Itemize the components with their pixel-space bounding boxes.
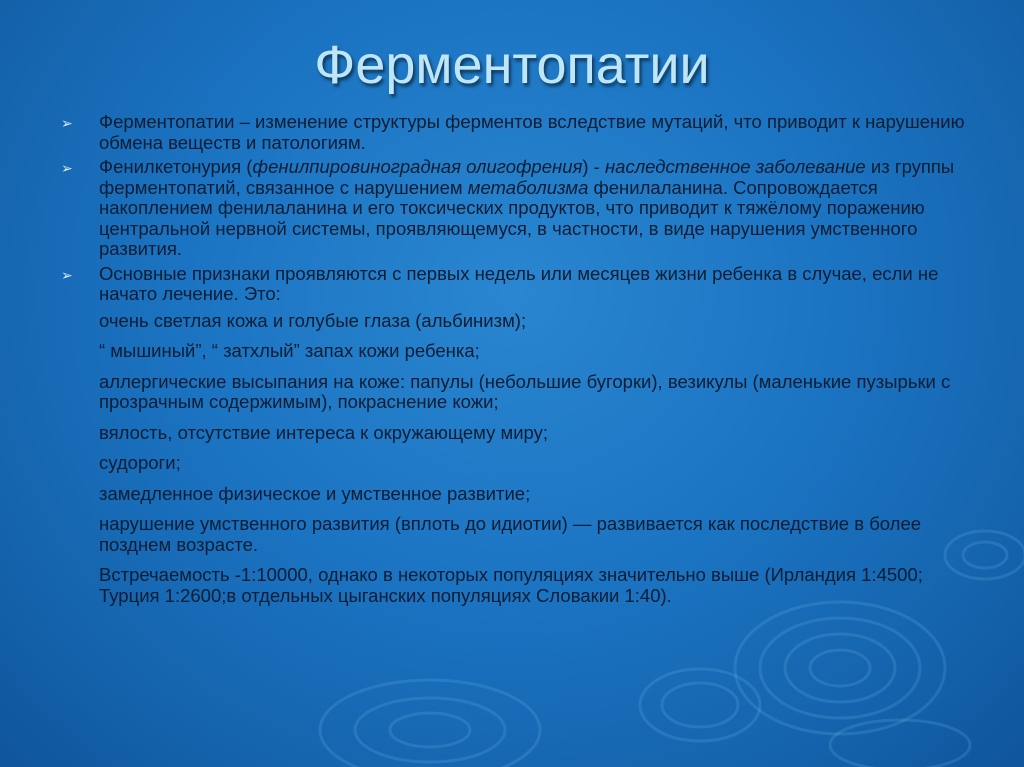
list-item	[60, 264, 970, 305]
slide-title: Ферментопатии	[314, 35, 710, 95]
symptom-line: очень светлая кожа и голубые глаза (альбинизм);	[99, 309, 527, 331]
item-text-italic: метаболизма	[467, 176, 589, 198]
list-item	[60, 157, 970, 260]
slide-body	[60, 112, 970, 606]
item-text: Основные признаки проявляются с первых недель или месяцев жизни ребенка в случае, если не начато лечение. Это:	[99, 262, 939, 304]
item-text: Ферментопатии – изменение структуры ферментов вследствие мутаций, что приводит к нарушению обмена веществ и патологиям.	[99, 111, 965, 153]
item-text: ) -	[582, 156, 605, 177]
symptom-line: нарушение умственного развития (вплоть до идиотии) — развивается как последствие в более позднем возрасте.	[99, 513, 922, 555]
arrow-bullet-icon: ➢	[61, 160, 73, 176]
symptom-line: замедленное физическое и умственное развитие;	[99, 482, 531, 504]
list-item	[60, 112, 970, 153]
item-text: фенилаланина. Сопровождается накоплением фенилаланина и его токсических продуктов, что приводит к тяжёлому поражению центральной нервной системы, проявляющемуся, в частности, в виде нарушения умственного развития.	[99, 176, 925, 259]
symptom-line: аллергические высыпания на коже: папулы (небольшие бугорки), везикулы (маленькие пузырьки с прозрачным содержимым), покраснение кожи;	[99, 370, 951, 412]
symptom-line: “ мышиный”, “ затхлый” запах кожи ребенка;	[99, 340, 480, 361]
arrow-bullet-icon: ➢	[61, 115, 73, 131]
item-text: Фенилкетонурия (	[99, 156, 253, 177]
item-text-italic: наследственное заболевание	[604, 156, 866, 177]
symptom-line: вялость, отсутствие интереса к окружающему миру;	[99, 421, 548, 443]
symptom-line: судороги;	[99, 452, 181, 473]
item-text-italic: фенилпировиноградная олигофрения	[252, 156, 583, 177]
item-text: из группы ферментопатий, связанное с нарушением	[99, 156, 955, 198]
prevalence-line: Встречаемость -1:10000, однако в некоторых популяциях значительно выше (Ирландия 1:4500; Турция 1:2600;в отдельных цыганских популяциях Словакии 1:40).	[99, 564, 923, 606]
arrow-bullet-icon: ➢	[61, 266, 73, 283]
